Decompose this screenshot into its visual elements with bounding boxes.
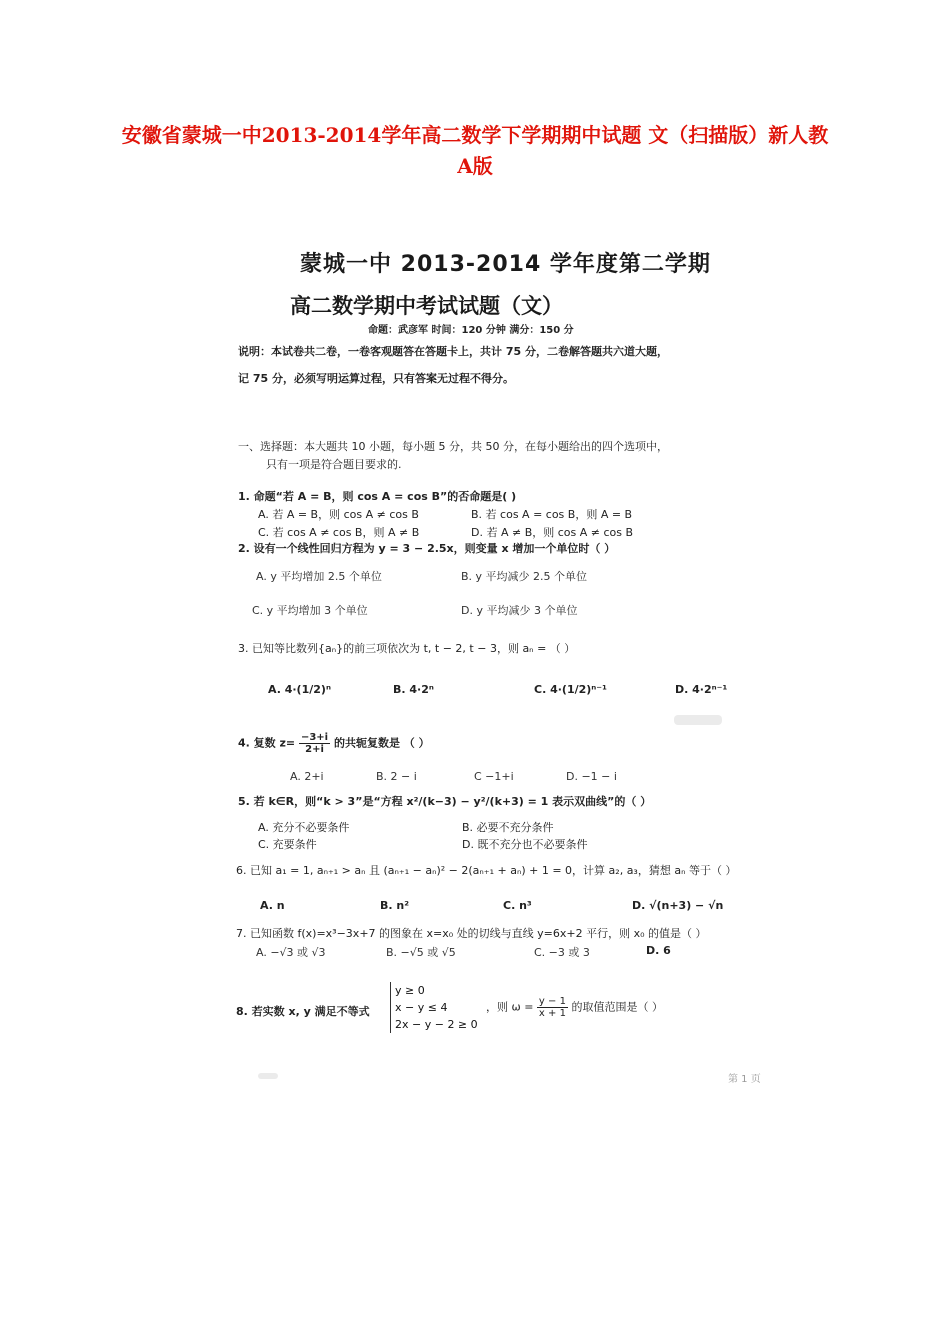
question-4-option-b: B. 2 − i (376, 770, 417, 783)
section-instruction-line2: 只有一项是符合题目要求的. (266, 458, 402, 471)
question-4-option-d: D. −1 − i (566, 770, 617, 783)
question-6-option-b: B. n² (380, 899, 410, 912)
question-6-option-a: A. n (260, 899, 285, 912)
question-4-option-c: C −1+i (474, 770, 514, 783)
scanned-exam-page (228, 235, 788, 1095)
question-4-prefix: 4. 复数 z= (238, 736, 296, 750)
question-8-expression (486, 996, 663, 1019)
question-3-option-c: C. 4·(1/2)ⁿ⁻¹ (534, 683, 607, 696)
question-2-option-c: C. y 平均增加 3 个单位 (252, 604, 368, 617)
question-2: 2. 设有一个线性回归方程为 y = 3 − 2.5x，则变量 x 增加一个单位时（ ） (238, 542, 616, 555)
question-2-option-b: B. y 平均减少 2.5 个单位 (461, 570, 588, 583)
question-8-inequality-system (390, 982, 478, 1033)
question-4-suffix: 的共轭复数是 （ ） (333, 736, 430, 750)
question-5: 5. 若 k∈R，则“k > 3”是“方程 x²/(k−3) − y²/(k+3) = 1 表示双曲线”的（ ） (238, 795, 652, 808)
question-1: 1. 命题“若 A = B，则 cos A = cos B”的否命题是( ) (238, 490, 517, 503)
question-7-option-c: C. −3 或 3 (534, 946, 590, 959)
question-3-option-a: A. 4·(1/2)ⁿ (268, 683, 331, 696)
question-6-option-d: D. √(n+3) − √n (632, 899, 724, 912)
question-2-option-a: A. y 平均增加 2.5 个单位 (256, 570, 382, 583)
question-1-option-a: A. 若 A = B，则 cos A ≠ cos B (258, 508, 419, 521)
exam-header-school: 蒙城一中 2013-2014 学年度第二学期 (300, 252, 711, 277)
question-8-prefix: 8. 若实数 x, y 满足不等式 (236, 1005, 370, 1018)
question-1-option-b: B. 若 cos A = cos B，则 A = B (471, 508, 633, 521)
section-instruction-line1: 一、选择题：本大题共 10 小题，每小题 5 分，共 50 分，在每小题给出的四个选项中， (238, 440, 668, 453)
question-5-option-d: D. 既不充分也不必要条件 (462, 838, 588, 851)
question-4 (238, 732, 430, 755)
question-5-option-c: C. 充要条件 (258, 838, 317, 851)
question-4-numerator: −3+i (300, 732, 329, 743)
question-8-fraction (537, 996, 568, 1019)
scan-smudge (258, 1073, 278, 1079)
question-8-inequality-1: y ≥ 0 (395, 984, 425, 997)
question-5-option-b: B. 必要不充分条件 (462, 821, 554, 834)
question-8-inequality-2: x − y ≤ 4 (395, 1001, 448, 1014)
question-8-denominator: x + 1 (538, 1008, 566, 1019)
question-7-option-a: A. −√3 或 √3 (256, 946, 326, 959)
question-8-omega: ，则 ω = (486, 1000, 534, 1014)
question-4-option-a: A. 2+i (290, 770, 324, 783)
document-title: 安徽省蒙城一中2013-2014学年高二数学下学期期中试题 文（扫描版）新人教A版 (121, 123, 829, 178)
question-3: 3. 已知等比数列{aₙ}的前三项依次为 t, t − 2, t − 3，则 aₙ = （ ） (238, 642, 576, 655)
question-5-option-a: A. 充分不必要条件 (258, 821, 350, 834)
question-1-option-c: C. 若 cos A ≠ cos B，则 A ≠ B (258, 526, 420, 539)
exam-note-line2: 记 75 分，必须写明运算过程，只有答案无过程不得分。 (238, 372, 514, 385)
question-4-fraction (299, 732, 330, 755)
exam-meta: 命题：武彦军 时间：120 分钟 满分：150 分 (368, 325, 574, 336)
question-1-option-d: D. 若 A ≠ B，则 cos A ≠ cos B (471, 526, 634, 539)
question-8-inequality-3: 2x − y − 2 ≥ 0 (395, 1018, 478, 1031)
page-number: 第 1 页 (728, 1074, 761, 1085)
exam-note-line1: 说明：本试卷共二卷，一卷客观题答在答题卡上，共计 75 分，二卷解答题共六道大题， (238, 345, 668, 358)
question-6-option-c: C. n³ (503, 899, 532, 912)
question-3-option-b: B. 4·2ⁿ (393, 683, 434, 696)
question-4-denominator: 2+i (305, 744, 324, 755)
question-8-numerator: y − 1 (538, 996, 566, 1007)
scan-smudge (674, 715, 722, 725)
question-8-suffix: 的取值范围是（ ） (571, 1000, 663, 1014)
question-7: 7. 已知函数 f(x)=x³−3x+7 的图象在 x=x₀ 处的切线与直线 y=6x+2 平行，则 x₀ 的值是（ ） (236, 927, 707, 940)
question-2-option-d: D. y 平均减少 3 个单位 (461, 604, 578, 617)
question-3-option-d: D. 4·2ⁿ⁻¹ (675, 683, 728, 696)
question-6: 6. 已知 a₁ = 1, aₙ₊₁ > aₙ 且 (aₙ₊₁ − aₙ)² − 2(aₙ₊₁ + aₙ) + 1 = 0，计算 a₂, a₃，猜想 aₙ 等于（ ） (236, 864, 737, 877)
exam-header-title: 高二数学期中考试试题（文） (290, 294, 563, 318)
question-7-option-b: B. −√5 或 √5 (386, 946, 456, 959)
question-7-option-d: D. 6 (646, 944, 671, 957)
